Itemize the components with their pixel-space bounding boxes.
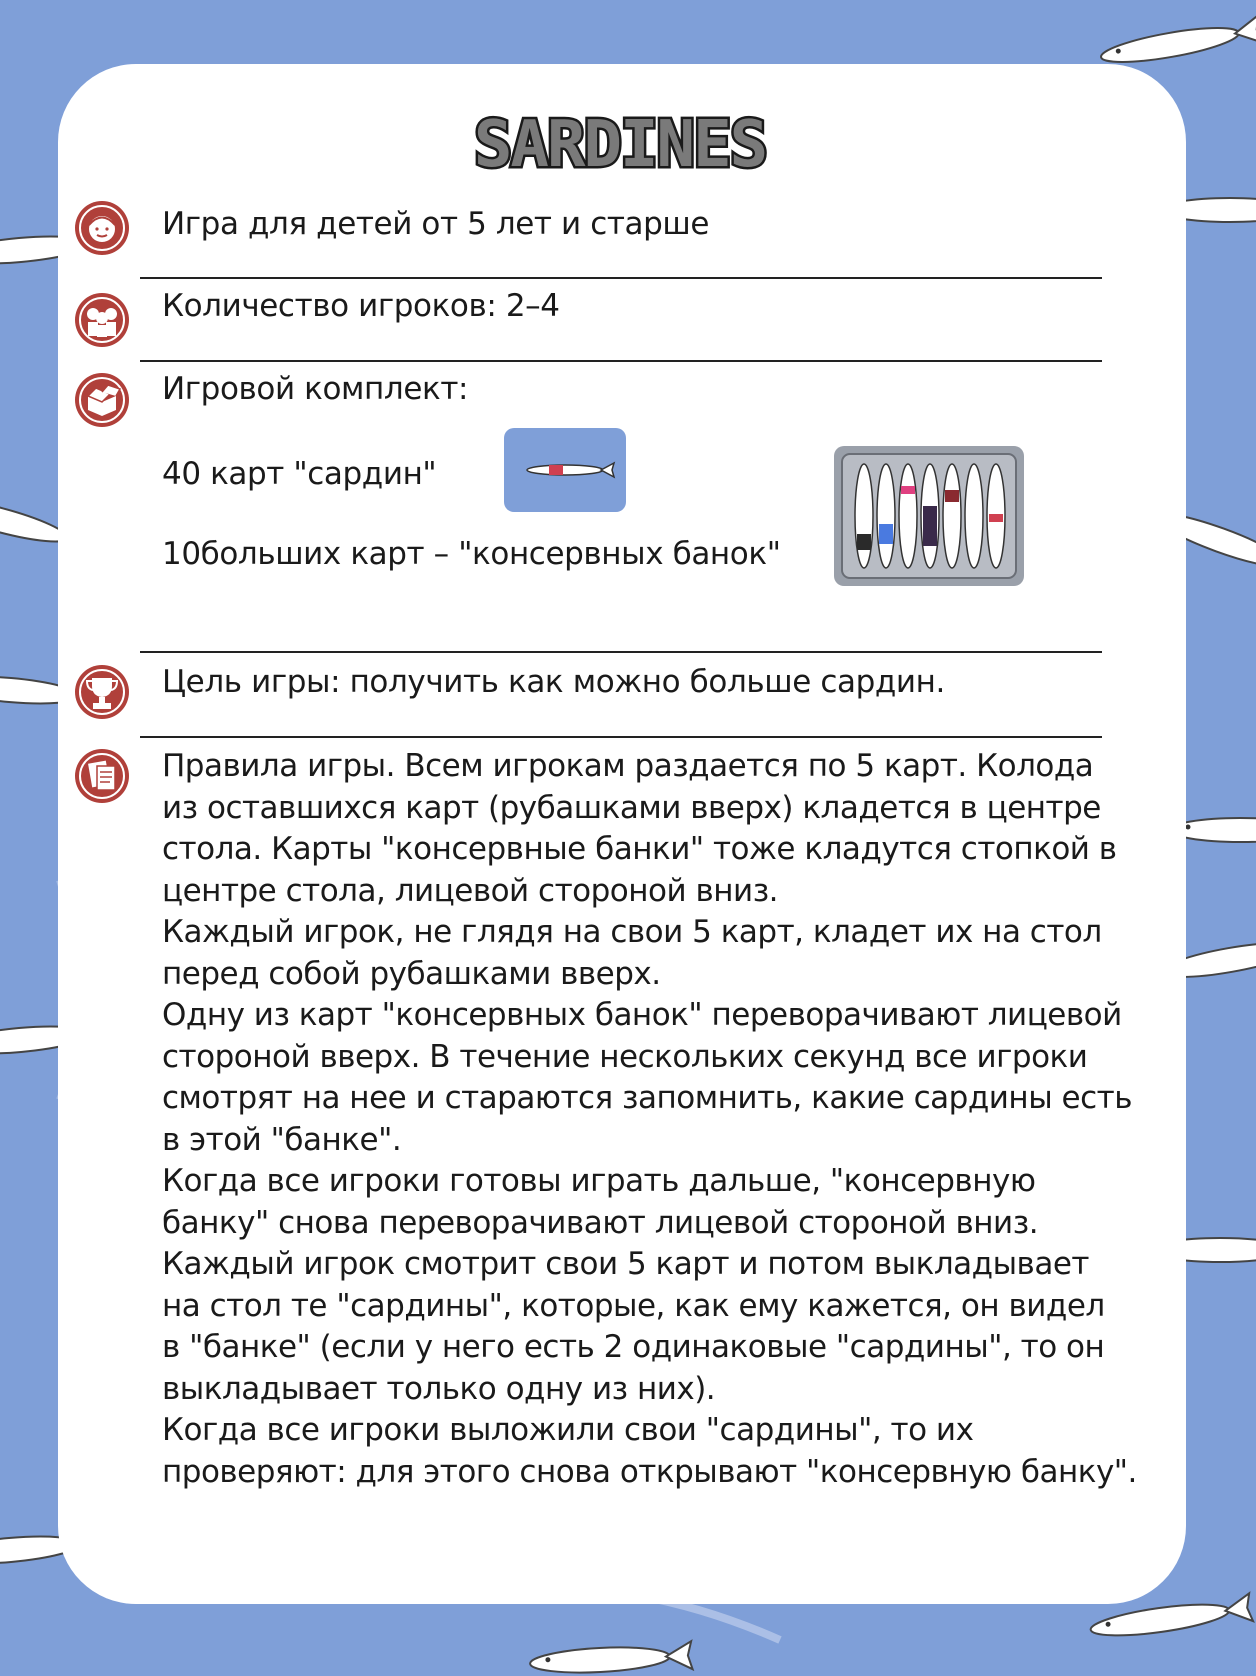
document-pages-icon xyxy=(74,748,130,804)
can-card-thumbnail xyxy=(834,446,1024,586)
rules-line: центре стола, лицевой стороной вниз. xyxy=(162,872,779,909)
child-face-icon xyxy=(74,200,130,256)
group-of-kids-icon xyxy=(74,292,130,348)
sardines-logo xyxy=(460,100,780,184)
kit-item-sardine-cards: 40 карт "сардин" xyxy=(162,456,437,492)
open-box-icon xyxy=(74,372,130,428)
rules-line: Правила игры. Всем игрокам раздается по 5 карт. Колода xyxy=(162,748,1094,784)
age-text: Игра для детей от 5 лет и старше xyxy=(162,206,710,242)
goal-text: Цель игры: получить как можно больше сардин. xyxy=(162,664,945,700)
rules-line: стола. Карты "консервные банки" тоже кладутся стопкой в xyxy=(162,831,1117,867)
divider xyxy=(140,736,1102,738)
divider xyxy=(140,277,1102,279)
rules-line: смотрят на нее и стараются запомнить, какие сардины есть xyxy=(162,1080,1132,1116)
rules-line: Когда все игроки выложили свои "сардины", то их xyxy=(162,1412,974,1448)
trophy-icon xyxy=(74,664,130,720)
rules-line: перед собой рубашками вверх. xyxy=(162,955,661,992)
rules-line: Каждый игрок смотрит свои 5 карт и потом выкладывает xyxy=(162,1246,1089,1282)
rules-line: на стол те "сардины", которые, как ему кажется, он видел xyxy=(162,1287,1105,1324)
players-text: Количество игроков: 2–4 xyxy=(162,288,560,324)
rules-text xyxy=(162,746,1162,1493)
rules-line: из оставшихся карт (рубашками вверх) кладется в центре xyxy=(162,789,1101,826)
divider xyxy=(140,360,1102,362)
rules-line: Когда все игроки готовы играть дальше, "консервную xyxy=(162,1163,1036,1199)
divider xyxy=(140,651,1102,653)
rules-line: стороной вверх. В течение нескольких секунд все игроки xyxy=(162,1038,1088,1075)
kit-item-can-cards: 10больших карт – "консервных банок" xyxy=(162,536,781,572)
rules-line: проверяют: для этого снова открывают "консервную банку". xyxy=(162,1453,1137,1490)
rules-line: Одну из карт "консервных банок" переворачивают лицевой xyxy=(162,997,1122,1033)
rules-line: выкладывает только одну из них). xyxy=(162,1370,716,1407)
rules-line: в "банке" (если у него есть 2 одинаковые "сардины", то он xyxy=(162,1329,1105,1365)
svg-text:SARDINES: SARDINES xyxy=(473,108,767,182)
kit-heading: Игровой комплект: xyxy=(162,371,469,407)
rules-line: Каждый игрок, не глядя на свои 5 карт, кладет их на стол xyxy=(162,914,1102,950)
rules-line: банку" снова переворачивают лицевой стороной вниз. xyxy=(162,1204,1039,1241)
rules-line: в этой "банке". xyxy=(162,1121,402,1158)
sardine-card-thumbnail xyxy=(504,428,626,512)
